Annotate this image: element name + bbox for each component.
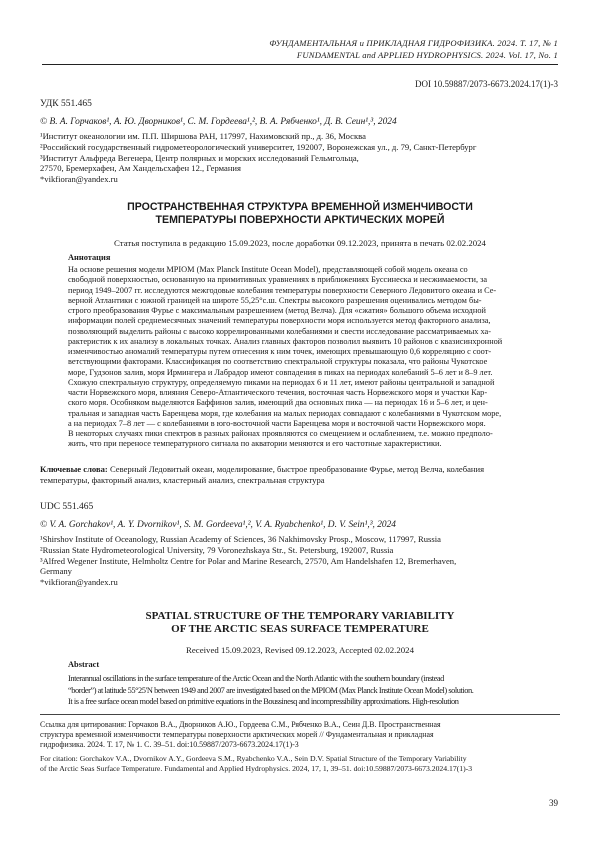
- citation-line: of the Arctic Seas Surface Temperature. Fundamental and Applied Hydrophysics. 2024, 17, 1, 39–51. doi:10.59887/2073-6673.2024.17(1)-3: [40, 764, 473, 773]
- abstract-ru: [68, 265, 560, 450]
- abstract-line: В некоторых случаях пики спектров в разных районах проявляются со смещением и ослаблением, т.е. можно предполо-: [68, 429, 493, 438]
- abstract-line: информации полей среднемесячных значений температуры поверхности моря используется метод факторного анализа,: [68, 316, 491, 326]
- affiliation-line: ¹Shirshov Institute of Oceanology, Russian Academy of Sciences, 36 Nakhimovsky Prosp., Moscow, 117997, Russia: [40, 534, 441, 544]
- page-number: 39: [549, 798, 558, 808]
- keywords-text: температуры, факторный анализ, кластерный анализ, спектральная структура: [40, 474, 325, 485]
- udc-code: UDC 551.465: [40, 502, 94, 512]
- running-header-ru: ФУНДАМЕНТАЛЬНАЯ и ПРИКЛАДНАЯ ГИДРОФИЗИКА. 2024. Т. 17, № 1: [269, 38, 558, 48]
- abstract-line: море, Гудзонов залив, моря Ирмингера и Лабрадор имеют совпадения в пиках на периодах колебаний 5–6 лет и 8–9 лет.: [68, 367, 493, 377]
- title-en: [0, 610, 600, 636]
- abstract-line: ветствующими факторами. Классификация по соответствию спектральной структуры показала, что районы Чукотское: [68, 357, 488, 367]
- abstract-line: жить, что при переносе температурного сигнала по акватории меняются и его частотные характеристики.: [68, 439, 442, 449]
- affiliation-line: 27570, Бремерхафен, Ам Хандельсхафен 12., Германия: [40, 163, 241, 174]
- abstract-line: верной Атлантики с южной границей на широте 55,25°с.ш. Спектры высокого разрешения оценивались методом бы-: [68, 295, 482, 305]
- keywords-text: Северный Ледовитый океан, моделирование, быстрое преобразование Фурье, метод Велча, колебания: [107, 464, 485, 474]
- authors-ru: © В. А. Горчаков¹, А. Ю. Дворников¹, С. М. Гордеева¹,², В. А. Рябченко¹, Д. В. Сеин¹,³, 2024: [40, 117, 397, 127]
- abstract-heading-en: Abstract: [68, 660, 100, 669]
- abstract-en: [68, 673, 560, 708]
- keywords-ru: [40, 464, 560, 486]
- abstract-line: На основе решения модели MPIOM (Max Planck Institute Ocean Model), представляющей собой модель океана со: [68, 265, 468, 274]
- title-line: OF THE ARCTIC SEAS SURFACE TEMPERATURE: [171, 623, 429, 635]
- abstract-line: а на периодах 7–8 лет — с колебаниями в юго-восточной части Баренцева моря и восточной части Норвежского моря.: [68, 418, 486, 428]
- running-header-en: FUNDAMENTAL and APPLIED HYDROPHYSICS. 2024. Vol. 17, No. 1: [296, 50, 558, 60]
- affiliation-line: ²Российский государственный гидрометеорологический университет, 192007, Воронежская ул., д. 79, Санкт-Петербург: [40, 141, 477, 152]
- footnote-rule: [40, 714, 560, 715]
- citation-en: [40, 754, 560, 774]
- citation-line: структура временной изменчивости температуры поверхности арктических морей // Фундаментальная и прикладная: [40, 730, 434, 739]
- dates-ru: Статья поступила в редакцию 15.09.2023, после доработки 09.12.2023, принята в печать 02.02.2024: [114, 238, 486, 248]
- citation-line: гидрофизика. 2024. Т. 17, № 1. С. 39–51. doi:10.59887/2073-6673.2024.17(1)-3: [40, 740, 299, 749]
- citation-line: For citation: Gorchakov V.A., Dvornikov A.Y., Gordeeva S.M., Ryabchenko V.A., Sein D.V. Spatial Structure of the Temporary Variability: [40, 754, 467, 763]
- abstract-line: рактеристик к их анализу в локальных точках. Анализ главных факторов позволил выявить 10 районов с квазисинхронной: [68, 336, 503, 346]
- header-rule: [42, 64, 558, 65]
- abstract-line: строго преобразования Фурье с максимальным разрешением (метод Велча). Для «сжатия» большого объема исходной: [68, 306, 486, 315]
- affiliation-line: Germany: [40, 566, 72, 577]
- affiliation-line: ³Alfred Wegener Institute, Helmholtz Centre for Polar and Marine Research, 27570, Am Handelshafen 12, Bremerhaven,: [40, 555, 457, 566]
- abstract-line: изменчивостью аномалий температуры путем отнесения к ним точек, имеющих превышающую 0,6 корреляцию с соот-: [68, 347, 492, 356]
- email[interactable]: *vikfioran@yandex.ru: [40, 174, 118, 185]
- title-line: ПРОСТРАНСТВЕННАЯ СТРУКТУРА ВРЕМЕННОЙ ИЗМЕНЧИВОСТИ: [127, 201, 473, 213]
- authors-en: © V. A. Gorchakov¹, A. Y. Dvornikov¹, S. M. Gordeeva¹,², V. A. Ryabchenko¹, D. V. Sein¹,³, 2024: [40, 520, 396, 530]
- doi[interactable]: DOI 10.59887/2073-6673.2024.17(1)-3: [415, 79, 558, 89]
- citation-line: Ссылка для цитирования: Горчаков В.А., Дворников А.Ю., Гордеева С.М., Рябченко В.А., Сеин Д.В. Пространственная: [40, 720, 441, 729]
- abstract-line: тральная и западная часть Баренцева моря, где колебания на малых периодах совпадают с колебаниями в Чукотском море,: [68, 408, 502, 418]
- keywords-label: Ключевые слова:: [40, 464, 108, 474]
- title-line: ТЕМПЕРАТУРЫ ПОВЕРХНОСТИ АРКТИЧЕСКИХ МОРЕЙ: [155, 214, 445, 226]
- email[interactable]: *vikfioran@yandex.ru: [40, 577, 118, 588]
- abstract-line: позволяющий выделить районы с высоко коррелированными колебаниями и свести исследование рассматриваемых ха-: [68, 326, 491, 336]
- affiliation-line: ¹Институт океанологии им. П.П. Ширшова РАН, 117997, Нахимовский пр., д. 36, Москва: [40, 131, 366, 141]
- abstract-line: It is a free surface ocean model based on primitive equations in the Boussinesq and incompressibility approximations. High-resolution: [68, 697, 459, 706]
- affiliations-ru: [40, 131, 560, 185]
- udk-code: УДК 551.465: [40, 99, 92, 109]
- dates-en: Received 15.09.2023, Revised 09.12.2023, Accepted 02.02.2024: [186, 645, 414, 655]
- affiliation-line: ³Институт Альфреда Вегенера, Центр полярных и морских исследований Гельмгольца,: [40, 152, 359, 163]
- title-ru: [0, 201, 600, 227]
- abstract-heading-ru: Аннотация: [68, 253, 111, 262]
- abstract-line: части Норвежского моря, влияния Северо-Атлантического течения, восточная часть Норвежского моря и участки Кар-: [68, 388, 488, 397]
- abstract-line: свободной поверхностью, основанную на примитивных уравнениях в приближениях Буссинеска и несжимаемости, за: [68, 275, 488, 285]
- abstract-line: ского моря. Особняком выделяются Баффинов залив, имеющий два основных пика — на периодах 16 и 5–6 лет, и цен-: [68, 398, 488, 408]
- affiliations-en: [40, 534, 560, 588]
- abstract-line: период 1949–2007 гг. исследуются межгодовые колебания температуры поверхности Северного Ледовитого океана и Се-: [68, 285, 497, 295]
- abstract-line: “border”) at latitude 55°25′N between 1949 and 2007 are investigated based on the MPIOM (Max Planck Institute Ocean Model) solution.: [68, 685, 474, 695]
- abstract-line: Interannual oscillations in the surface temperature of the Arctic Ocean and the North Atlantic with the southern boundary (instead: [68, 674, 444, 683]
- title-line: SPATIAL STRUCTURE OF THE TEMPORARY VARIABILITY: [145, 610, 455, 622]
- affiliation-line: ²Russian State Hydrometeorological University, 79 Voronezhskaya Str., St. Petersburg, 192007, Russia: [40, 544, 394, 555]
- abstract-line: Схожую спектральную структуру, определяемую пиками на периодах 6 и 11 лет, имеют районы центральной и западной: [68, 377, 495, 387]
- citation-ru: [40, 720, 560, 750]
